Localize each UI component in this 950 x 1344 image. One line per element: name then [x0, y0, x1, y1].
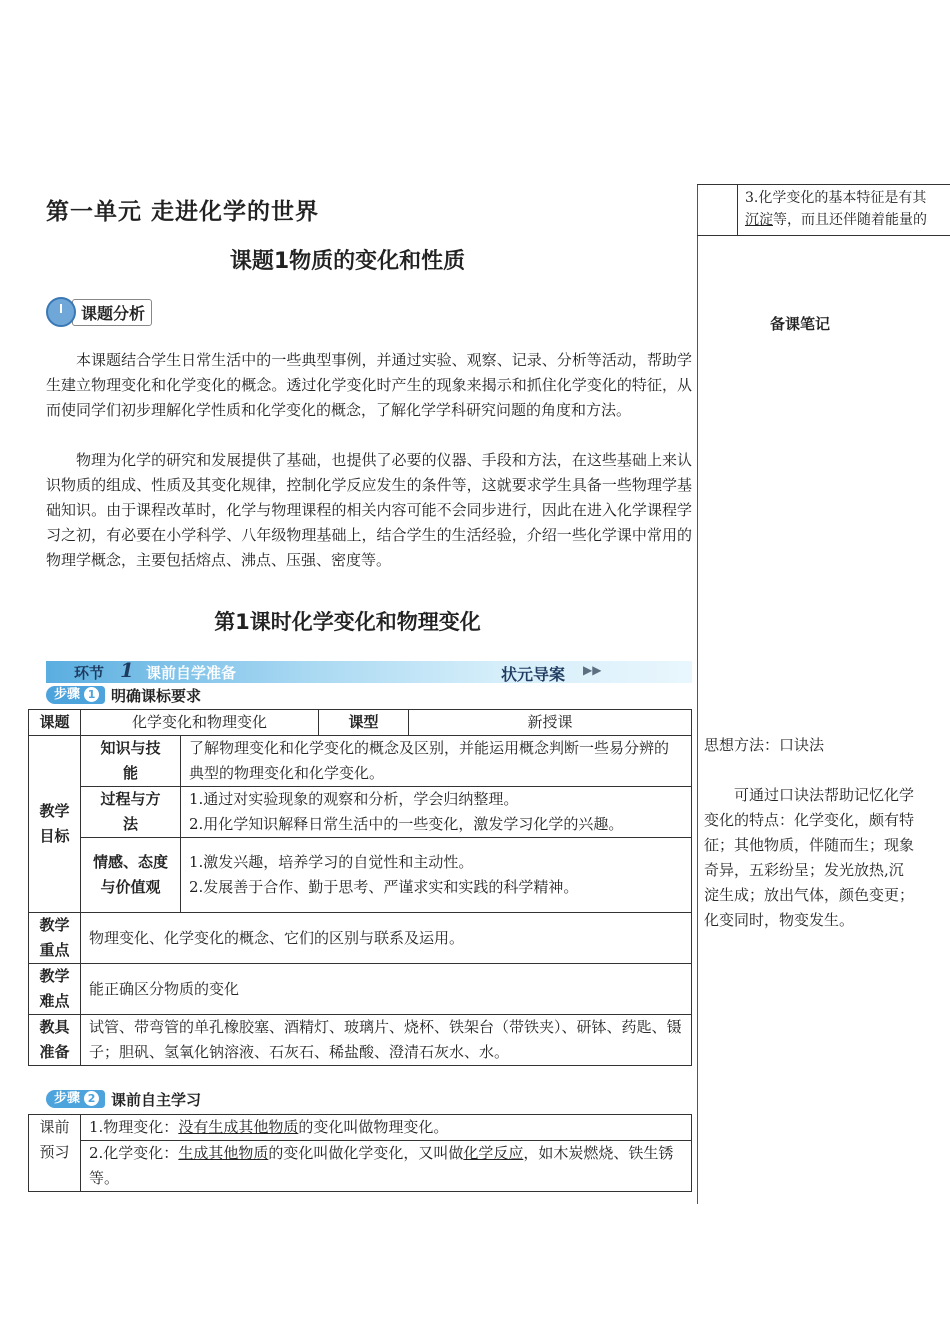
banner-env: 环节	[74, 664, 105, 682]
column-divider	[697, 184, 698, 1204]
step1-label: 明确课标要求	[111, 686, 202, 705]
focus-label: 教学重点	[29, 913, 81, 964]
analysis-badge	[46, 299, 152, 325]
process-label: 过程与方法	[81, 787, 181, 838]
period-title: 第1课时化学变化和物理变化	[214, 610, 481, 634]
side-tip: 可通过口诀法帮助记忆化学变化的特点：化学变化，颇有特征；其他物质，伴随而生；现象奇异，五彩纷呈；发光放热,沉淀生成；放出气体，颜色变更；化变同时，物变发生。	[704, 786, 915, 929]
preview-line-1: 1.物理变化：没有生成其他物质的变化叫做物理变化。	[81, 1115, 692, 1141]
preview-table	[28, 1114, 692, 1192]
banner-step: 课前自学准备	[146, 664, 237, 682]
type-value: 新授课	[409, 710, 692, 736]
banner-arrows-icon: ▶▶	[583, 663, 602, 677]
process-text: 1.通过对实验现象的观察和分析，学会归纳整理。 2.用化学知识解释日常生活中的一些变化，激发学习化学的兴趣。	[181, 787, 692, 838]
knowledge-label: 知识与技能	[81, 736, 181, 787]
focus-text: 物理变化、化学变化的概念、它们的区别与联系及运用。	[81, 913, 692, 964]
topic-value: 化学变化和物理变化	[81, 710, 319, 736]
lesson-title: 课题1物质的变化和性质	[229, 249, 466, 274]
analysis-badge-label: 课题分析	[72, 299, 152, 326]
step1-badge	[46, 685, 201, 705]
side-box	[697, 184, 950, 236]
step2-label: 课前自主学习	[111, 1090, 202, 1109]
type-label: 课型	[319, 710, 409, 736]
preview-line-2: 2.化学变化：生成其他物质的变化叫做化学变化，又叫做化学反应，如木炭燃烧、铁生锈等。	[81, 1141, 692, 1192]
goals-label: 教学目标	[29, 736, 81, 913]
notes-title: 备课笔记	[770, 315, 831, 333]
preview-label: 课前预习	[29, 1115, 81, 1192]
side-box-text: 3.化学变化的基本特征是有其 沉淀等，而且还伴随着能量的	[745, 190, 927, 228]
goals-table	[28, 709, 692, 1066]
emotion-label: 情感、态度与价值观	[81, 838, 181, 913]
knowledge-text: 了解物理变化和化学变化的概念及区别，并能运用概念判断一些易分辨的典型的物理变化和化学变化。	[181, 736, 692, 787]
difficulty-text: 能正确区分物质的变化	[81, 964, 692, 1015]
intro-paragraph-2: 物理为化学的研究和发展提供了基础，也提供了必要的仪器、手段和方法，在这些基础上来认识物质的组成、性质及其变化规律，控制化学反应发生的条件等，这就要求学生具备一些物理学基础知识。由于课程改革时，化学与物理课程的相关内容可能不会同步进行，因此在进入化学课程学习之初，有必要在小学科学、八年级物理基础上，结合学生的生活经验，介绍一些化学课中常用的物理学概念，主要包括熔点、沸点、压强、密度等。	[46, 451, 692, 569]
unit-title: 第一单元 走进化学的世界	[46, 199, 320, 225]
difficulty-label: 教学难点	[29, 964, 81, 1015]
banner-guide: 状元导案	[501, 665, 566, 684]
topic-label: 课题	[29, 710, 81, 736]
tools-label: 教具准备	[29, 1015, 81, 1066]
section-banner	[46, 658, 692, 684]
clock-icon	[46, 297, 76, 327]
step2-badge	[46, 1089, 201, 1109]
step2-pill: 步骤 2	[46, 1090, 105, 1108]
side-method: 思想方法：口诀法	[704, 736, 825, 754]
emotion-text: 1.激发兴趣，培养学习的自觉性和主动性。 2.发展善于合作、勤于思考、严谨求实和实践的科学精神。	[181, 838, 692, 913]
tools-text: 试管、带弯管的单孔橡胶塞、酒精灯、玻璃片、烧杯、铁架台（带铁夹）、研钵、药匙、镊子；胆矾、氢氧化钠溶液、石灰石、稀盐酸、澄清石灰水、水。	[81, 1015, 692, 1066]
banner-num: 1	[120, 658, 134, 682]
intro-paragraph-1: 本课题结合学生日常生活中的一些典型事例，并通过实验、观察、记录、分析等活动，帮助学生建立物理变化和化学变化的概念。透过化学变化时产生的现象来揭示和抓住化学变化的特征，从而使同学们初步理解化学性质和化学变化的概念，了解化学学科研究问题的角度和方法。	[46, 351, 692, 419]
step1-pill: 步骤 1	[46, 686, 105, 704]
